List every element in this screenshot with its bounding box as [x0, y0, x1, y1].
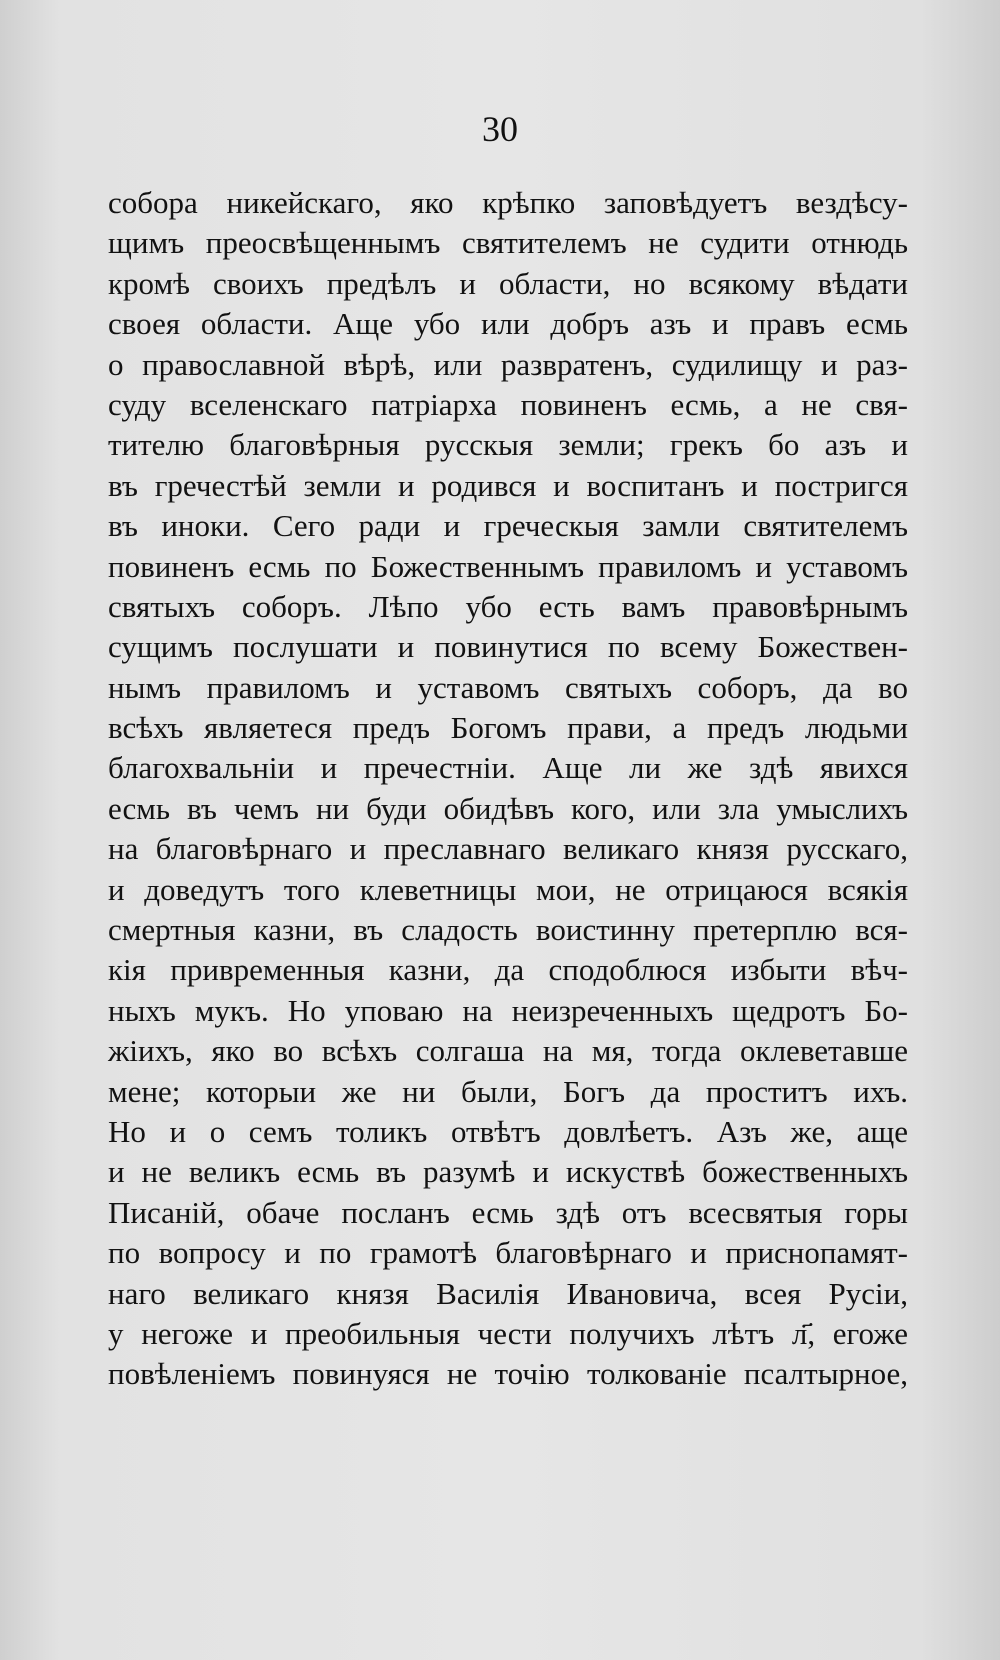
text-line: ныхъ мукъ. Но уповаю на неизреченныхъ щедротъ Бо- [108, 992, 908, 1028]
text-line: повѣленіемъ повинуяся не точію толкованіе псалтырное, [108, 1356, 908, 1392]
text-line: и не великъ есмь въ разумѣ и искуствѣ божественныхъ [108, 1154, 908, 1190]
text-line: смертныя казни, въ сладость воистинну претерплю вся- [108, 912, 908, 948]
text-line: жіихъ, яко во всѣхъ солгаша на мя, тогда оклеветавше [108, 1033, 908, 1069]
text-line: щимъ преосвѣщеннымъ святителемъ не судити отнюдь [108, 225, 908, 261]
body-text [108, 183, 908, 1395]
text-line: по вопросу и по грамотѣ благовѣрнаго и приснопамят- [108, 1235, 908, 1271]
text-line: есмь въ чемъ ни буди обидѣвъ кого, или зла умыслихъ [108, 790, 908, 826]
text-line: кромѣ своихъ предѣлъ и области, но всякому вѣдати [108, 265, 908, 301]
text-line: въ гречестѣй земли и родився и воспитанъ и постригся [108, 467, 908, 503]
text-line: мене; которыи же ни были, Богъ да проститъ ихъ. [108, 1073, 908, 1109]
text-line: святыхъ соборъ. Лѣпо убо есть вамъ правовѣрнымъ [108, 588, 908, 624]
page-number: 30 [482, 109, 518, 149]
text-line: повиненъ есмь по Божественнымъ правиломъ и уставомъ [108, 548, 908, 584]
text-line: Писаній, обаче посланъ есмь здѣ отъ всесвятыя горы [108, 1194, 908, 1230]
text-line: суду вселенскаго патріарха повиненъ есмь, а не свя- [108, 386, 908, 422]
text-line: о православной вѣрѣ, или развратенъ, судилищу и раз- [108, 346, 908, 382]
text-line: всѣхъ являетеся предъ Богомъ прави, а предъ людьми [108, 710, 908, 746]
text-line: и доведутъ того клеветницы мои, не отрицаюся всякія [108, 871, 908, 907]
text-line: благохвальніи и пречестніи. Аще ли же здѣ явихся [108, 750, 908, 786]
text-line: тителю благовѣрныя русскыя земли; грекъ бо азъ и [108, 427, 908, 463]
text-line: у негоже и преобильныя чести получихъ лѣтъ л҃, егоже [108, 1315, 908, 1351]
text-line: своея области. Аще убо или добръ азъ и правъ есмь [108, 306, 908, 342]
text-line: сущимъ послушати и повинутися по всему Божествен- [108, 629, 908, 665]
text-line: нымъ правиломъ и уставомъ святыхъ соборъ, да во [108, 669, 908, 705]
text-line: кія привременныя казни, да сподоблюся избыти вѣч- [108, 952, 908, 988]
text-line: на благовѣрнаго и преславнаго великаго князя русскаго, [108, 831, 908, 867]
text-line: наго великаго князя Василія Ивановича, всея Русіи, [108, 1275, 908, 1311]
text-line: собора никейскаго, яко крѣпко заповѣдуетъ вездѣсу- [108, 185, 908, 220]
text-line: въ иноки. Сего ради и греческыя замли святителемъ [108, 508, 908, 544]
text-line: Но и о семъ толикъ отвѣтъ довлѣетъ. Азъ же, аще [108, 1113, 908, 1149]
